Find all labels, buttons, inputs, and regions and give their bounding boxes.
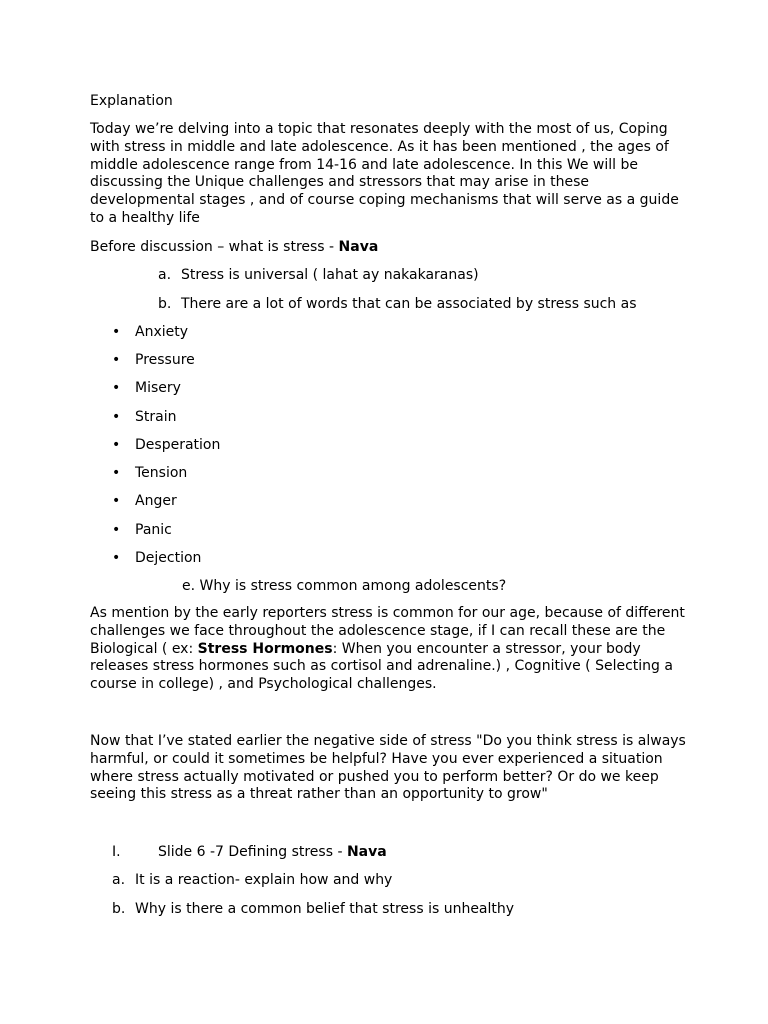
bullet-icon: • xyxy=(112,324,121,340)
section-1-heading xyxy=(112,843,387,861)
before-discussion-line xyxy=(90,238,378,256)
bullet-icon: • xyxy=(112,409,121,425)
list-item: Strain xyxy=(135,409,177,425)
sub-item-a xyxy=(158,266,479,284)
section-1-item-a-marker: a. xyxy=(112,872,126,888)
sub-item-b-marker: b. xyxy=(158,296,172,312)
bullet-icon: • xyxy=(112,437,121,453)
section-1-presenter-name: Nava xyxy=(346,844,387,860)
section-1-title xyxy=(158,843,387,861)
heading-explanation: Explanation xyxy=(90,93,173,109)
paragraph-stress-common-before: As mention by the early reporters stress is common for our age, because of different challenges we face throughout the adolescence stage, if I can recall these are the Biological ( ex: xyxy=(90,605,685,657)
section-1-item-b xyxy=(112,900,515,918)
paragraph-negative-side: Now that I’ve stated earlier the negative side of stress "Do you think stress is always harmful, or could it sometimes be helpful? Have you ever experienced a situation where stress actually motivated or pushed you to perform better? Or do we keep seeing this stress as a threat rather than an opportunity to grow" xyxy=(90,733,686,803)
sub-item-e: e. Why is stress common among adolescents? xyxy=(182,578,507,594)
bullet-icon: • xyxy=(112,465,121,481)
list-item: Tension xyxy=(135,465,188,481)
sub-item-a-marker: a. xyxy=(158,267,172,283)
bullet-icon: • xyxy=(112,493,121,509)
list-item: Misery xyxy=(135,380,181,396)
bullet-icon: • xyxy=(112,550,121,566)
paragraph-stress-common xyxy=(90,605,690,694)
paragraph-stress-common-after: : When you encounter a stressor, your body releases stress hormones such as cortisol and adrenaline.) , Cognitive ( Selecting a course in college) , and Psychological challenges. xyxy=(90,640,673,693)
section-1-marker: I. xyxy=(112,844,121,860)
bullet-icon: • xyxy=(112,522,121,538)
section-1-text: Slide 6 -7 Defining stress - xyxy=(158,844,347,860)
before-discussion-text: Before discussion – what is stress - xyxy=(90,239,339,255)
sub-item-b-text: There are a lot of words that can be associated by stress such as xyxy=(181,296,637,312)
section-1-item-a-text: It is a reaction- explain how and why xyxy=(135,872,393,888)
bullet-icon: • xyxy=(112,352,121,368)
list-item: Anxiety xyxy=(135,324,189,340)
list-item: Dejection xyxy=(135,550,202,566)
section-1-item-a xyxy=(112,871,393,889)
stress-hormones-term: Stress Hormones xyxy=(197,640,333,657)
list-item: Desperation xyxy=(135,437,221,453)
list-item: Panic xyxy=(135,522,172,538)
list-item: Pressure xyxy=(135,352,195,368)
bullet-icon: • xyxy=(112,380,121,396)
sub-item-b xyxy=(158,295,637,313)
list-item: Anger xyxy=(135,493,177,509)
section-1-item-b-text: Why is there a common belief that stress is unhealthy xyxy=(135,901,515,917)
presenter-name: Nava xyxy=(338,239,379,255)
intro-paragraph: Today we’re delving into a topic that resonates deeply with the most of us, Coping with stress in middle and late adolescence. As it has been mentioned , the ages of middle adolescence range from 14-16 and late adolescence. In this We will be discussing the Unique challenges and stressors that may arise in these developmental stages , and of course coping mechanisms that will serve as a guide to a healthy life xyxy=(90,121,679,226)
section-1-item-b-marker: b. xyxy=(112,901,126,917)
sub-item-a-text: Stress is universal ( lahat ay nakakaranas) xyxy=(181,267,479,283)
